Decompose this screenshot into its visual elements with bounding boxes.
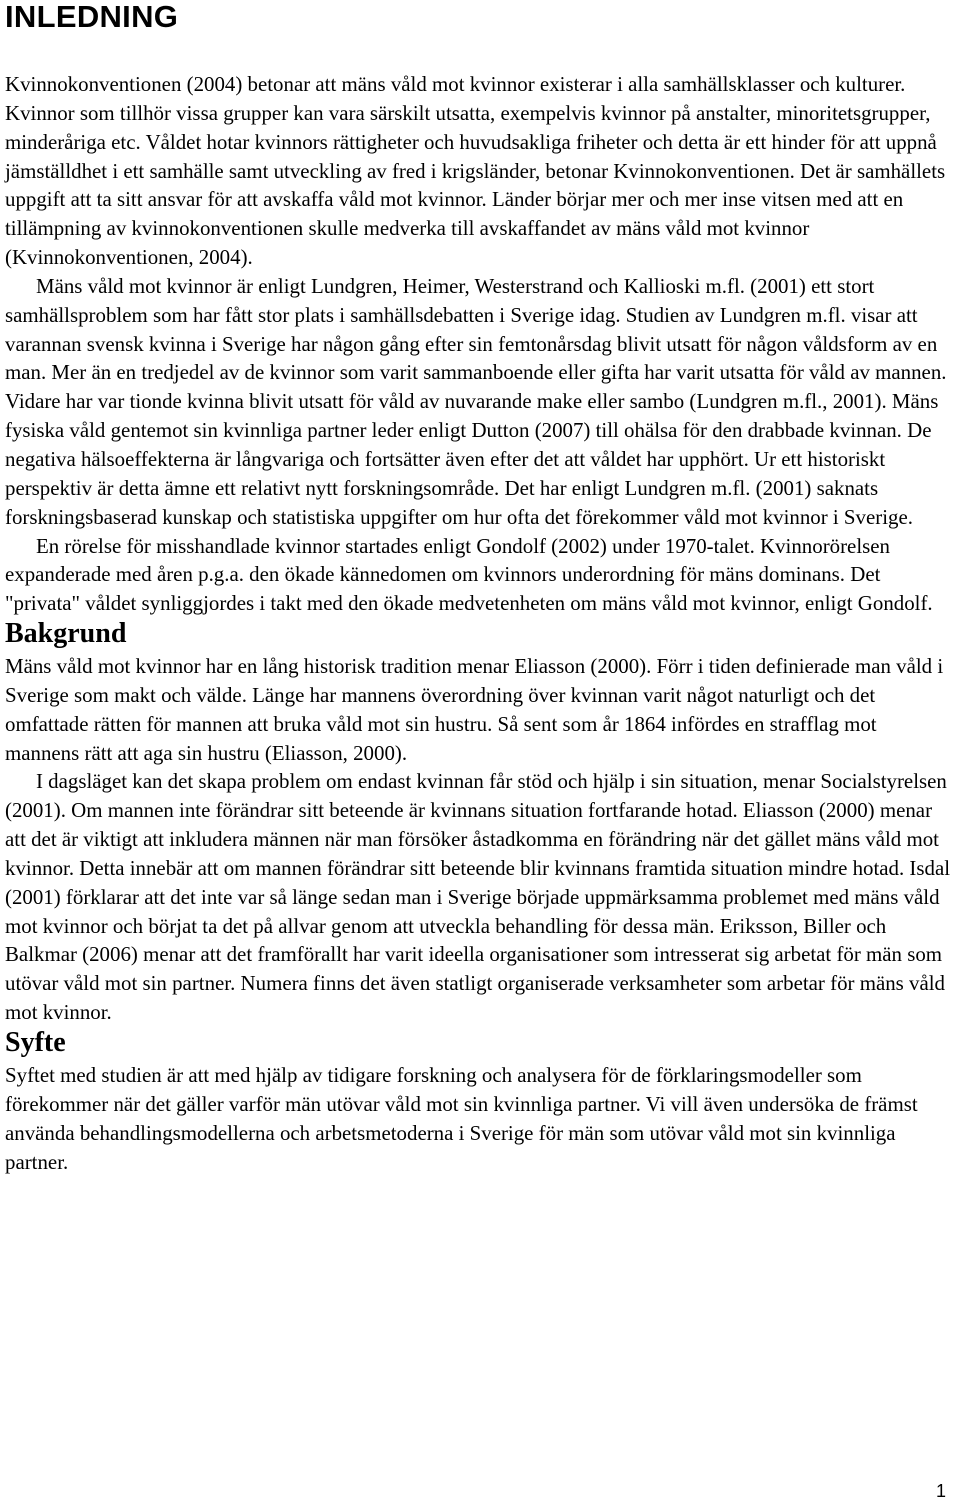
intro-paragraph-2: Mäns våld mot kvinnor är enligt Lundgren, Heimer, Westerstrand och Kallioski m.fl. (2001) ett stort samhällsproblem som har fått stor plats i samhällsdebatten i Sverige idag. Studien av Lundgren m.fl. visar att varannan svensk kvinna i Sverige har någon gång efter sin femtonårsdag blivit utsatt för någon våldsform av en man. Mer än en tredjedel av de kvinnor som varit sammanboende eller gifta har varit utsatta för våld av mannen. Vidare har var tionde kvinna blivit utsatt för våld av nuvarande make eller sambo (Lundgren m.fl., 2001). Mäns fysiska våld gentemot sin kvinnliga partner leder enligt Dutton (2007) till ohälsa för den drabbade kvinnan. De negativa hälsoeffekterna är långvariga och fortsätter även efter det att våldet har upphört. Ur ett historiskt perspektiv är detta ämne ett relativt nytt forskningsområde. Det har enligt Lundgren m.fl. (2001) saknats forskningsbaserad kunskap och statistiska uppgifter om hur ofta det förekommer våld mot kvinnor i Sverige. xyxy=(5,273,947,529)
background-heading: Bakgrund xyxy=(5,618,127,650)
intro-paragraph-3: En rörelse för misshandlade kvinnor startades enligt Gondolf (2002) under 1970-talet. Kvinnorörelsen expanderade med åren p.g.a. den ökade kännedomen om kvinnors underordning för mäns dominans. Det "privata" våldet synliggjordes i takt med den ökade medvetenheten om mäns våld mot kvinnor, enligt Gondolf. xyxy=(5,533,933,616)
purpose-paragraph-1: Syftet med studien är att med hjälp av tidigare forskning och analysera för de förklaringsmodeller som förekommer när det gäller varför män utövar våld mot sin kvinnliga partner. Vi vill även undersöka de främst använda behandlingsmodellerna och arbetsmetoderna i Sverige för män som utövar våld mot sin kvinnliga partner. xyxy=(5,1063,918,1174)
intro-paragraph-1: Kvinnokonventionen (2004) betonar att mäns våld mot kvinnor existerar i alla samhällsklasser och kulturer. Kvinnor som tillhör vissa grupper kan vara särskilt utsatta, exempelvis kvinnor på anstalter, minoritetsgrupper, minderåriga etc. Våldet hotar kvinnors rättigheter och huvudsakliga friheter och detta är ett hinder för att uppnå jämställdhet i ett samhälle samt utveckling av fred i krigsländer, betonar Kvinnokonventionen. Det är samhällets uppgift att ta sitt ansvar för att avskaffa våld mot kvinnor. Länder börjar mer och mer inse vitsen med att en tillämpning av kvinnokonventionen skulle medverka till avskaffandet av mäns våld mot kvinnor (Kvinnokonventionen, 2004). xyxy=(5,72,946,270)
purpose-section xyxy=(5,1061,955,1176)
intro-section xyxy=(5,70,955,618)
purpose-heading: Syfte xyxy=(5,1027,66,1058)
background-section xyxy=(5,652,955,1027)
background-paragraph-1: Mäns våld mot kvinnor har en lång historisk tradition menar Eliasson (2000). Förr i tiden definierade man våld i Sverige som makt och välde. Länge har mannens överordning över kvinnan varit något naturligt och det omfattade rätten för mannen att bruka våld mot sin hustru. Så sent som år 1864 infördes en strafflag mot mannens rätt att aga sin hustru (Eliasson, 2000). xyxy=(5,654,944,765)
document-page xyxy=(5,0,955,1176)
background-paragraph-2: I dagsläget kan det skapa problem om endast kvinnan får stöd och hjälp i sin situation, menar Socialstyrelsen (2001). Om mannen inte förändrar sitt beteende är kvinnans situation fortfarande hotad. Eliasson (2000) menar att det är viktigt att inkludera männen när man försöker åstadkomma en förändring när det gället mäns våld mot kvinnor. Detta innebär att om mannen förändrar sitt beteende blir kvinnans framtida situation mindre hotad. Isdal (2001) förklarar att det inte var så länge sedan man i Sverige började uppmärksamma problemet med mäns våld mot kvinnor och börjat ta det på allvar genom att utveckla behandling för dessa män. Eriksson, Biller och Balkmar (2006) menar att det framförallt har varit ideella organisationer som intresserat sig arbetat för män som utövar våld mot sin partner. Numera finns det även statligt organiserade verksamheter som arbetar för mäns våld mot kvinnor. xyxy=(5,769,951,1025)
page-number: 1 xyxy=(935,1481,946,1501)
document-title: INLEDNING xyxy=(5,0,179,34)
